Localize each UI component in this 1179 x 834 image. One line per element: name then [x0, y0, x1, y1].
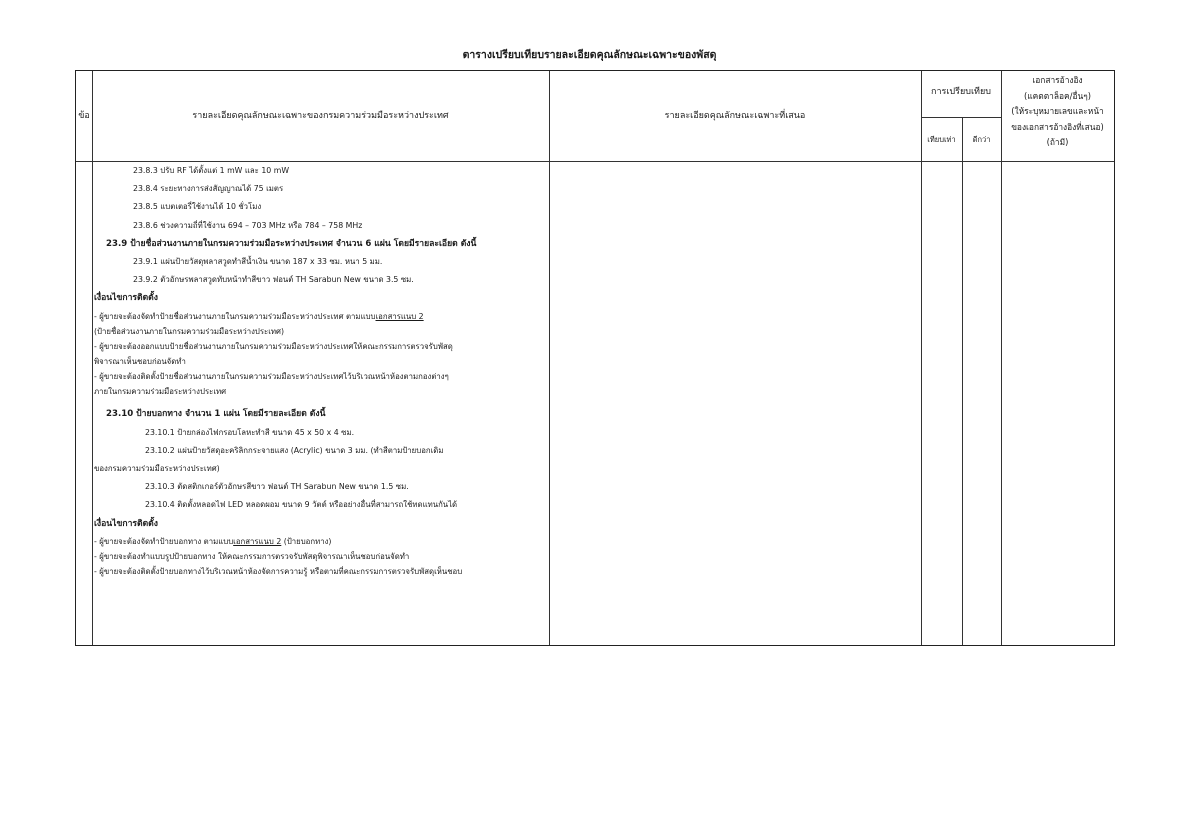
spec-line: 23.8.6 ช่วงความถี่ที่ใช้งาน 694 – 703 MHz หรือ 784 – 758 MHz: [133, 220, 363, 230]
header-comparison-equal: เทียบเท่า: [927, 135, 956, 144]
condition-line: - ผู้ขายจะต้องติดตั้งป้ายบอกทางไว้บริเวณหน้าห้องจัดการความรู้ หรือตามที่คณะกรรมการตรวจรับพัสดุเห็นชอบ: [94, 567, 463, 577]
spec-line: 23.10.4 ติดตั้งหลอดไฟ LED หลอดผอม ขนาด 9 วัตต์ หรืออย่างอื่นที่สามารถใช้ทดแทนกันได้: [145, 500, 458, 510]
header-reference-line: (แคตตาล็อค/อื่นๆ): [1024, 90, 1091, 101]
condition-line: ภายในกรมความร่วมมือระหว่างประเทศ: [94, 387, 227, 397]
col-divider: [1001, 71, 1002, 645]
spec-line: 23.8.5 แบตเตอรี่ใช้งานได้ 10 ชั่วโมง: [133, 202, 262, 212]
spec-line: 23.8.4 ระยะทางการส่งสัญญาณได้ 75 เมตร: [133, 184, 284, 194]
header-reference-line: ของเอกสารอ้างอิงที่เสนอ): [1011, 121, 1104, 132]
col-divider: [962, 117, 963, 645]
installation-heading: เงื่อนไขการติดตั้ง: [94, 293, 158, 304]
header-spec-required: รายละเอียดคุณลักษณะเฉพาะของกรมความร่วมมือระหว่างประเทศ: [192, 111, 449, 121]
condition-text: - ผู้ขายจะต้องจัดทำป้ายชื่อส่วนงานภายในกรมความร่วมมือระหว่างประเทศ ตามแบบ: [94, 311, 376, 321]
header-reference-line: (ถ้ามี): [1046, 137, 1069, 147]
header-spec-offered: รายละเอียดคุณลักษณะเฉพาะที่เสนอ: [664, 111, 806, 121]
attachment-reference: เอกสารแนบ 2: [375, 311, 424, 321]
header-reference-line: (ให้ระบุหมายเลขและหน้า: [1011, 106, 1104, 116]
document-title: ตารางเปรียบเทียบรายละเอียดคุณลักษณะเฉพาะของพัสดุ: [462, 49, 717, 61]
row-divider: [921, 117, 1001, 118]
header-bottom-line: [76, 161, 1114, 162]
installation-heading: เงื่อนไขการติดตั้ง: [94, 518, 158, 529]
header-comparison: การเปรียบเทียบ: [931, 87, 991, 97]
condition-line: [94, 536, 554, 551]
comparison-table: [75, 70, 1115, 646]
condition-line: (ป้ายชื่อส่วนงานภายในกรมความร่วมมือระหว่างประเทศ): [94, 326, 285, 336]
condition-text: - ผู้ขายจะต้องจัดทำป้ายบอกทาง ตามแบบ: [94, 536, 234, 546]
section-heading: 23.10 ป้ายบอกทาง จำนวน 1 แผ่น โดยมีรายละเอียด ดังนี้: [106, 409, 326, 420]
condition-line: - ผู้ขายจะต้องติดตั้งป้ายชื่อส่วนงานภายในกรมความร่วมมือระหว่างประเทศไว้บริเวณหน้าห้องตามกองต่างๆ: [94, 372, 449, 382]
section-heading: 23.9 ป้ายชื่อส่วนงานภายในกรมความร่วมมือระหว่างประเทศ จำนวน 6 แผ่น โดยมีรายละเอียด ดังนี้: [106, 238, 477, 249]
header-reference: [1001, 73, 1114, 151]
header-comparison-better: ดีกว่า: [972, 135, 991, 144]
header-reference-line: เอกสารอ้างอิง: [1032, 75, 1083, 85]
attachment-reference: เอกสารแนบ 2: [233, 536, 282, 546]
condition-line: - ผู้ขายจะต้องออกแบบป้ายชื่อส่วนงานภายในกรมความร่วมมือระหว่างประเทศให้คณะกรรมการตรวจรับพัสดุ: [94, 341, 453, 351]
condition-line: [94, 311, 554, 326]
spec-required-content: [94, 165, 554, 581]
spec-line: 23.10.2 แผ่นป้ายวัสดุอะคริลิกกระจายแสง (Acrylic) ขนาด 3 มม. (ทำสีตามป้ายบอกเดิม: [145, 445, 444, 455]
spec-line: 23.9.2 ตัวอักษรพลาสวูดทับหน้าทำสีขาว ฟอนต์ TH Sarabun New ขนาด 3.5 ซม.: [133, 275, 414, 285]
condition-text: (ป้ายบอกทาง): [281, 536, 332, 546]
spec-line: 23.10.3 ตัดสติกเกอร์ตัวอักษรสีขาว ฟอนต์ TH Sarabun New ขนาด 1.5 ซม.: [145, 482, 409, 492]
col-divider: [921, 71, 922, 645]
spec-line: 23.10.1 ป้ายกล่องไฟกรอบโลหะทำสี ขนาด 45 x 50 x 4 ซม.: [145, 427, 355, 437]
condition-line: พิจารณาเห็นชอบก่อนจัดทำ: [94, 357, 186, 367]
col-divider: [92, 71, 93, 645]
header-no: ข้อ: [78, 111, 90, 121]
spec-line: 23.9.1 แผ่นป้ายวัสดุพลาสวูดทำสีน้ำเงิน ขนาด 187 x 33 ซม. หนา 5 มม.: [133, 256, 383, 266]
spec-line: ของกรมความร่วมมือระหว่างประเทศ): [94, 464, 220, 473]
spec-line: 23.8.3 ปรับ RF ได้ตั้งแต่ 1 mW และ 10 mW: [133, 166, 290, 175]
condition-line: - ผู้ขายจะต้องทำแบบรูปป้ายบอกทาง ให้คณะกรรมการตรวจรับพัสดุพิจารณาเห็นชอบก่อนจัดทำ: [94, 551, 410, 561]
